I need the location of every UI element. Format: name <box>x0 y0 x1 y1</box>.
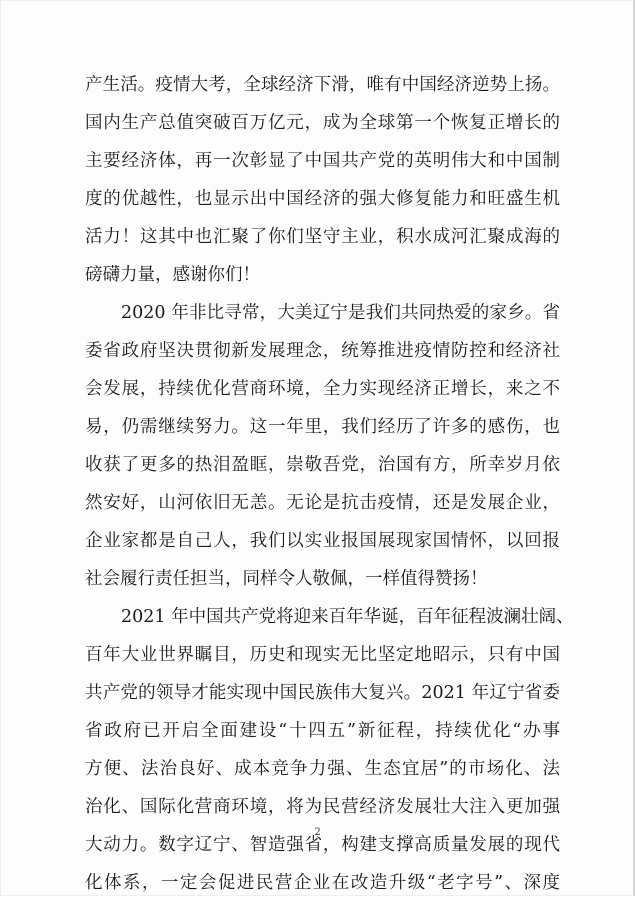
text-line: 磅礴力量，感谢你们！ <box>85 265 260 285</box>
text-line: 治化、国际化营商环境，将为民营经济发展壮大注入更加强 <box>85 797 560 817</box>
paragraph-first-line: 2020 年非比寻常，大美辽宁是我们共同热爱的家乡。省 <box>121 303 560 323</box>
text-line: 委省政府坚决贯彻新发展理念，统筹推进疫情防控和经济社 <box>85 341 560 361</box>
text-line: 主要经济体，再一次彰显了中国共产党的英明伟大和中国制 <box>85 151 560 171</box>
text-line: 社会履行责任担当，同样令人敬佩，一样值得赞扬！ <box>85 569 488 589</box>
body-text <box>85 66 574 902</box>
text-line: 大动力。数字辽宁、智造强省，构建支撑高质量发展的现代 <box>85 835 560 855</box>
text-line: 易，仍需继续努力。这一年里，我们经历了许多的感伤，也 <box>85 417 560 437</box>
text-line: 会发展，持续优化营商环境，全力实现经济正增长，来之不 <box>85 379 560 399</box>
text-line: 国内生产总值突破百万亿元，成为全球第一个恢复正增长的 <box>85 113 560 133</box>
text-line: 产生活。疫情大考，全球经济下滑，唯有中国经济逆势上扬。 <box>85 75 560 95</box>
text-line: 方便、法治良好、成本竞争力强、生态宜居”的市场化、法 <box>85 759 560 779</box>
text-line: 收获了更多的热泪盈眶，崇敬吾党，治国有方，所幸岁月依 <box>85 455 560 475</box>
text-line: 活力！这其中也汇聚了你们坚守主业，积水成河汇聚成海的 <box>85 227 560 247</box>
text-line: 企业家都是自己人，我们以实业报国展现家国情怀，以回报 <box>85 531 560 551</box>
page-number: 2 <box>314 827 321 838</box>
text-line: 度的优越性，也显示出中国经济的强大修复能力和旺盛生机 <box>85 189 560 209</box>
text-line: 省政府已开启全面建设“十四五”新征程，持续优化“办事 <box>85 721 560 741</box>
text-line: 化体系，一定会促进民营企业在改造升级“老字号”、深度 <box>85 873 560 893</box>
text-line: 百年大业世界瞩目，历史和现实无比坚定地昭示，只有中国 <box>85 645 560 665</box>
text-line: 共产党的领导才能实现中国民族伟大复兴。2021 年辽宁省委 <box>85 683 560 703</box>
paragraph-first-line: 2021 年中国共产党将迎来百年华诞，百年征程波澜壮阔、 <box>121 607 574 627</box>
text-line: 然安好，山河依旧无恙。无论是抗击疫情，还是发展企业， <box>85 493 560 513</box>
